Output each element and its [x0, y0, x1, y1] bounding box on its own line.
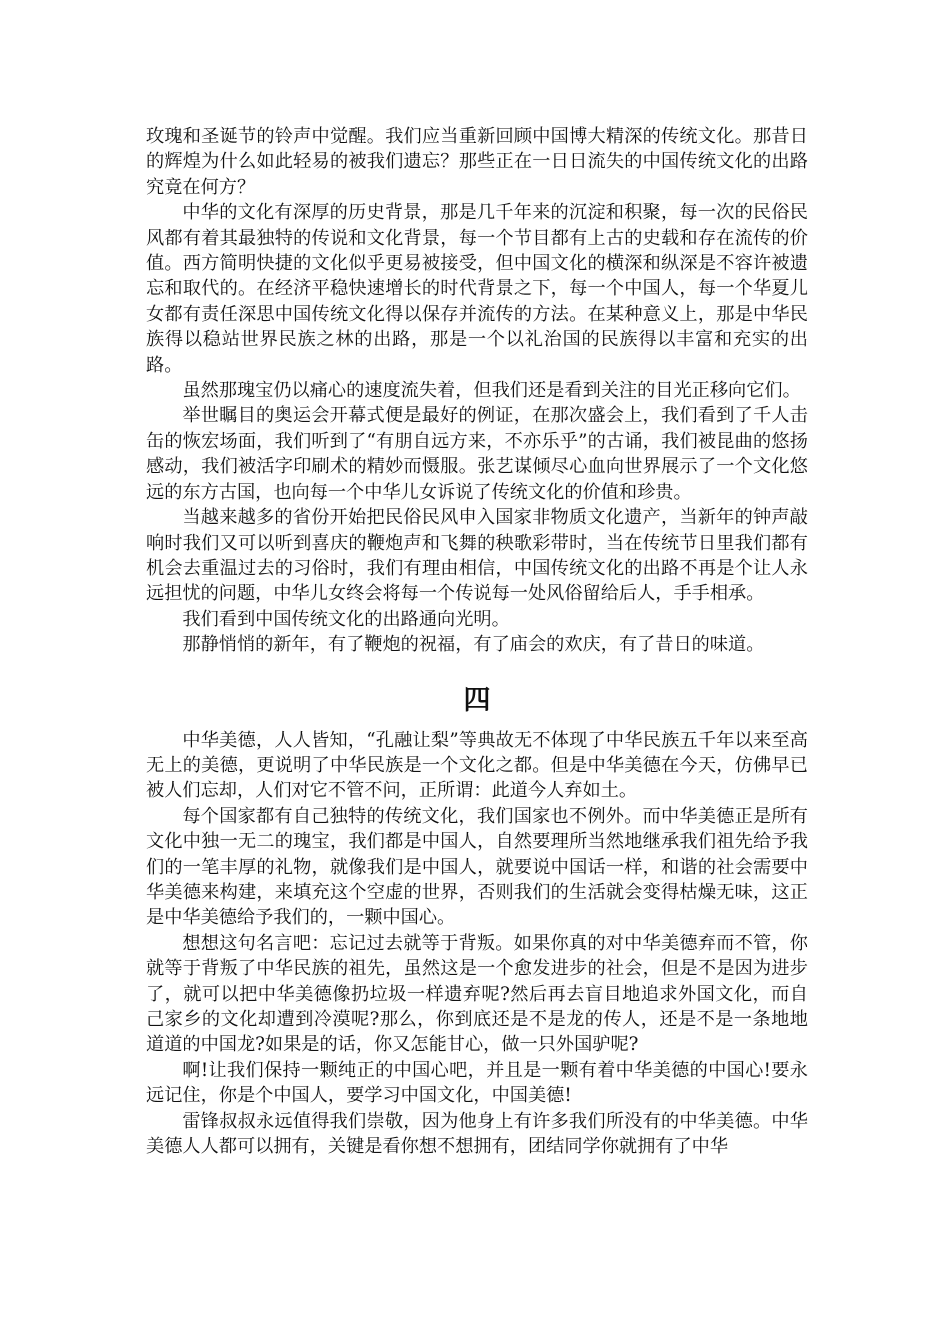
paragraph: 中华美德，人人皆知，“孔融让梨”等典故无不体现了中华民族五千年以来至高无上的美德，更说明了中华民族是一个文化之都。但是中华美德在今天，仿佛早已被人们忘却，人们对它不管不问，正所谓：此道今人弃如土。	[146, 729, 808, 802]
paragraph: 虽然那瑰宝仍以痛心的速度流失着，但我们还是看到关注的目光正移向它们。	[182, 380, 801, 402]
paragraph: 我们看到中国传统文化的出路通向光明。	[182, 608, 510, 630]
paragraph: 举世瞩目的奥运会开幕式便是最好的例证，在那次盛会上，我们看到了千人击缶的恢宏场面，我们听到了“有朋自远方来，不亦乐乎”的古诵，我们被昆曲的悠扬感动，我们被活字印刷术的精妙而慑服。张艺谋倾尽心血向世界展示了一个文化悠远的东方古国，也向每一个中华儿女诉说了传统文化的价值和珍贵。	[146, 405, 808, 503]
paragraph: 啊!让我们保持一颗纯正的中国心吧，并且是一颗有着中华美德的中国心!要永远记住，你是个中国人，要学习中国文化，中国美德!	[146, 1059, 808, 1107]
paragraph: 中华的文化有深厚的历史背景，那是几千年来的沉淀和积聚，每一次的民俗民风都有着其最独特的传说和文化背景，每一个节目都有上古的史载和存在流传的价值。西方简明快捷的文化似乎更易被接受，但中国文化的横深和纵深是不容许被遗忘和取代的。在经济平稳快速增长的时代背景之下，每一个中国人，每一个华夏儿女都有责任深思中国传统文化得以保存并流传的方法。在某种意义上，那是中华民族得以稳站世界民族之林的出路，那是一个以礼治国的民族得以丰富和充实的出路。	[146, 202, 808, 376]
section-heading: 四	[463, 684, 491, 716]
paragraph: 每个国家都有自己独特的传统文化，我们国家也不例外。而中华美德正是所有文化中独一无二的瑰宝，我们都是中国人，自然要理所当然地继承我们祖先给予我们的一笔丰厚的礼物，就像我们是中国人，就要说中国话一样，和谐的社会需要中华美德来构建，来填充这个空虚的世界，否则我们的生活就会变得枯燥无味，这正是中华美德给予我们的，一颗中国心。	[146, 805, 808, 929]
paragraph: 雷锋叔叔永远值得我们崇敬，因为他身上有许多我们所没有的中华美德。中华美德人人都可以拥有，关键是看你想不想拥有，团结同学你就拥有了中华	[146, 1110, 808, 1158]
paragraph: 当越来越多的省份开始把民俗民风申入国家非物质文化遗产，当新年的钟声敲响时我们又可以听到喜庆的鞭炮声和飞舞的秧歌彩带时，当在传统节日里我们都有机会去重温过去的习俗时，我们有理由相信，中国传统文化的出路不再是个让人永远担忧的问题，中华儿女终会将每一个传说每一处风俗留给后人，手手相承。	[146, 507, 808, 605]
paragraph: 那静悄悄的新年，有了鞭炮的祝福，有了庙会的欢庆，有了昔日的味道。	[182, 634, 765, 656]
paragraph: 想想这句名言吧：忘记过去就等于背叛。如果你真的对中华美德弃而不管，你就等于背叛了中华民族的祖先，虽然这是一个愈发进步的社会，但是不是因为进步了，就可以把中华美德像扔垃圾一样遗弃呢?然后再去盲目地追求外国文化，而自己家乡的文化却遭到冷漠呢?那么，你到底还是不是龙的传人，还是不是一条地地道道的中国龙?如果是的话，你又怎能甘心，做一只外国驴呢?	[146, 932, 808, 1056]
paragraph-continuation: 玫瑰和圣诞节的铃声中觉醒。我们应当重新回顾中国博大精深的传统文化。那昔日的辉煌为什么如此轻易的被我们遗忘？那些正在一日日流失的中国传统文化的出路究竟在何方？	[146, 126, 808, 198]
document-page	[146, 124, 808, 1159]
